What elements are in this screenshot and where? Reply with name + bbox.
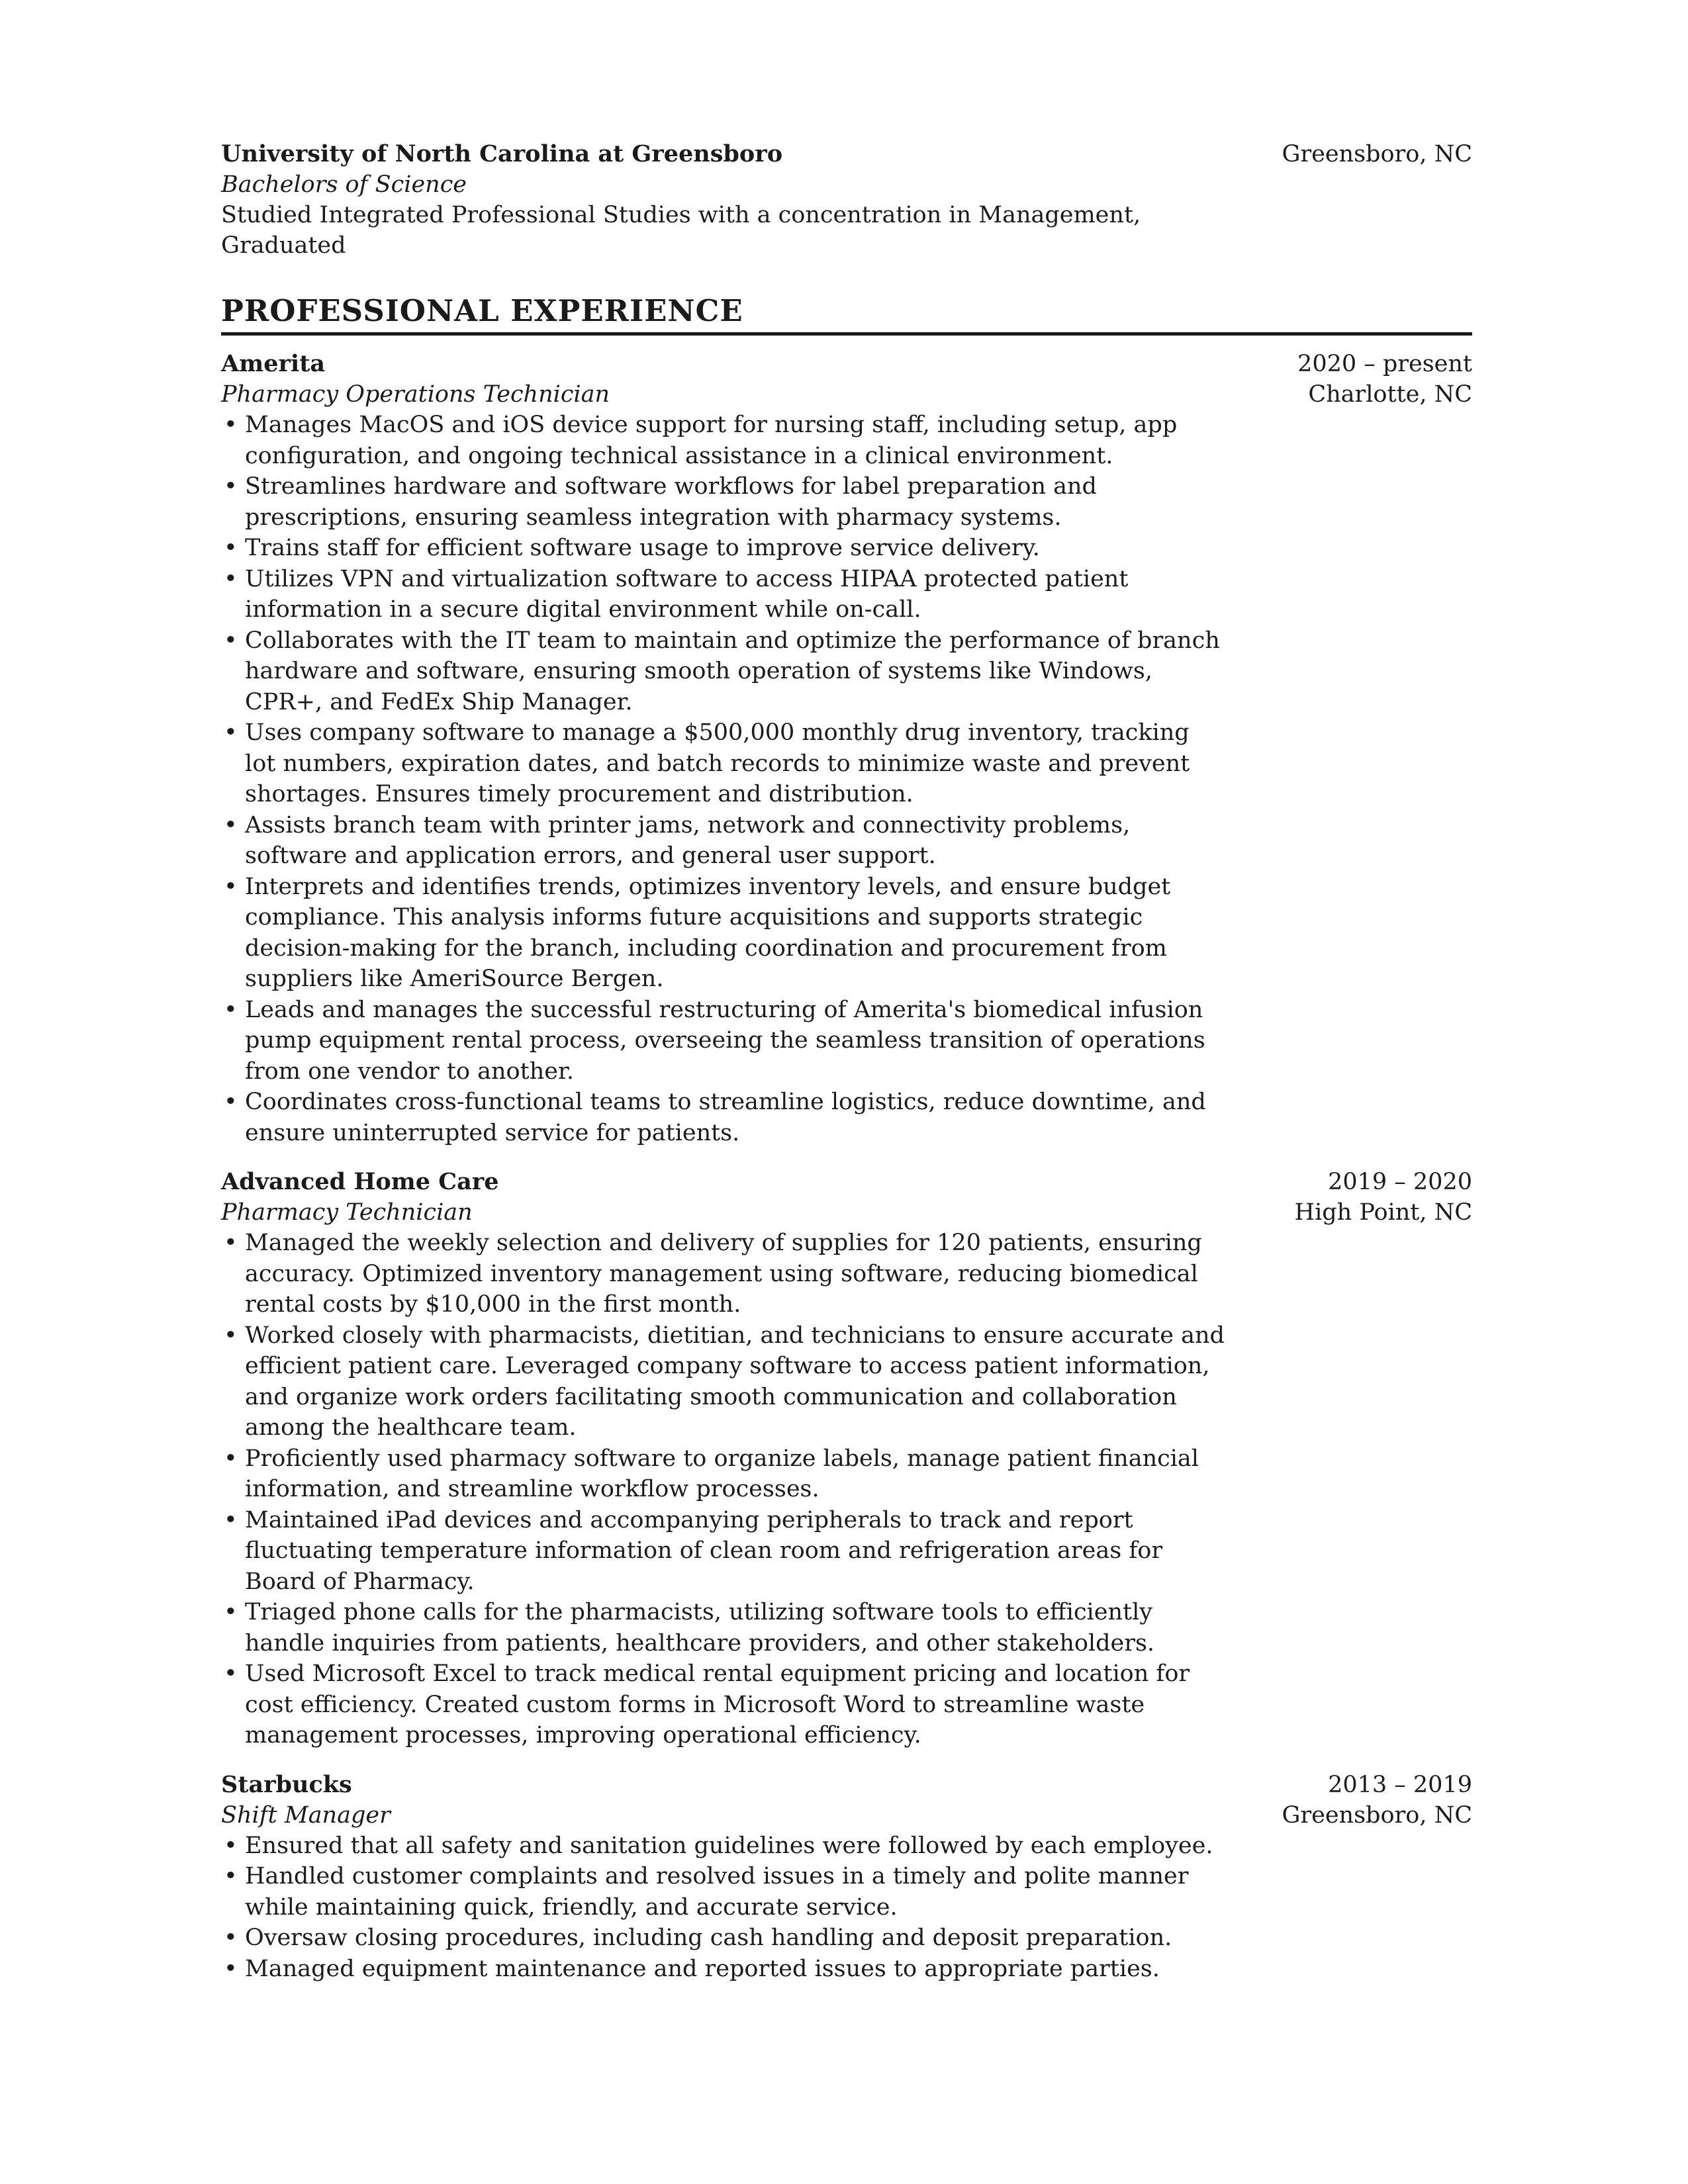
job-meta [1297,349,1472,410]
bullet-item: • Uses company software to manage a $500,000 monthly drug inventory, tracking lot numbers, expiration dates, and batch records to minimize waste and prevent shortages. Ensures timely procurement and distribution. [221,717,1227,810]
job-entry [221,349,1472,1148]
bullet-item: • Coordinates cross-functional teams to streamline logistics, reduce downtime, and ensure uninterrupted service for patients. [221,1087,1227,1148]
school-name: University of North Carolina at Greensboro [221,140,783,167]
bullet-item: • Triaged phone calls for the pharmacists, utilizing software tools to efficiently handle inquiries from patients, healthcare providers, and other stakeholders. [221,1597,1227,1659]
resume-page [221,139,1472,1984]
job-dates: 2013 – 2019 [1328,1771,1472,1798]
section-title-professional-experience: PROFESSIONAL EXPERIENCE [221,293,1472,336]
company-name: Starbucks [221,1770,352,1798]
bullet-item: • Managed equipment maintenance and reported issues to appropriate parties. [221,1954,1227,1985]
job-meta [1295,1167,1472,1228]
job-details [221,1770,1227,1985]
bullet-item: • Managed the weekly selection and delivery of supplies for 120 patients, ensuring accuracy. Optimized inventory management using software, reducing biomedical rental costs by $10,000 in the first month. [221,1228,1227,1320]
bullet-item: • Assists branch team with printer jams, network and connectivity problems, software and application errors, and general user support. [221,810,1227,872]
bullet-item: • Leads and manages the successful restructuring of Amerita's biomedical infusion pump equipment rental process, overseeing the seamless transition of operations from one vendor to another. [221,995,1227,1087]
bullet-item: • Manages MacOS and iOS device support for nursing staff, including setup, app configuration, and ongoing technical assistance in a clinical environment. [221,410,1227,471]
job-location: Charlotte, NC [1308,381,1472,408]
job-location: Greensboro, NC [1282,1801,1472,1829]
bullet-item: • Oversaw closing procedures, including cash handling and deposit preparation. [221,1923,1227,1954]
job-details [221,1167,1227,1751]
education-details [221,139,1227,261]
job-title: Pharmacy Technician [221,1199,473,1226]
job-meta [1282,1770,1472,1831]
bullet-item: • Used Microsoft Excel to track medical rental equipment pricing and location for cost efficiency. Created custom forms in Microsoft Word to streamline waste management processes, improving operational efficiency. [221,1659,1227,1751]
company-name: Advanced Home Care [221,1168,499,1195]
bullet-item: • Ensured that all safety and sanitation guidelines were followed by each employee. [221,1831,1227,1862]
bullet-item: • Collaborates with the IT team to maintain and optimize the performance of branch hardware and software, ensuring smooth operation of systems like Windows, CPR+, and FedEx Ship Manager. [221,625,1227,718]
bullet-item: • Worked closely with pharmacists, dietitian, and technicians to ensure accurate and efficient patient care. Leveraged company software to access patient information, and organize work orders facilitating smooth communication and collaboration among the healthcare team. [221,1320,1227,1443]
job-bullets [221,1228,1227,1751]
job-details [221,349,1227,1148]
bullet-item: • Streamlines hardware and software workflows for label preparation and prescriptions, ensuring seamless integration with pharmacy systems. [221,471,1227,533]
bullet-item: • Interprets and identifies trends, optimizes inventory levels, and ensure budget compliance. This analysis informs future acquisitions and supports strategic decision-making for the branch, including coordination and procurement from suppliers like AmeriSource Bergen. [221,872,1227,995]
bullet-item: • Maintained iPad devices and accompanying peripherals to track and report fluctuating temperature information of clean room and refrigeration areas for Board of Pharmacy. [221,1505,1227,1598]
bullet-item: • Trains staff for efficient software usage to improve service delivery. [221,533,1227,564]
bullet-item: • Proficiently used pharmacy software to organize labels, manage patient financial information, and streamline workflow processes. [221,1443,1227,1505]
degree: Bachelors of Science [221,171,467,198]
job-dates: 2019 – 2020 [1328,1169,1472,1195]
education-entry [221,139,1472,261]
job-title: Shift Manager [221,1801,391,1829]
job-entry [221,1167,1472,1751]
education-description: Studied Integrated Professional Studies with a concentration in Management, Graduated [221,202,1141,259]
bullet-item: • Utilizes VPN and virtualization software to access HIPAA protected patient information in a secure digital environment while on-call. [221,564,1227,625]
job-dates: 2020 – present [1297,351,1472,377]
job-bullets [221,410,1227,1148]
job-location: High Point, NC [1294,1199,1472,1226]
bullet-item: • Handled customer complaints and resolved issues in a timely and polite manner while maintaining quick, friendly, and accurate service. [221,1861,1227,1923]
company-name: Amerita [221,350,326,377]
job-title: Pharmacy Operations Technician [221,381,610,408]
job-bullets [221,1831,1227,1985]
education-location: Greensboro, NC [1282,141,1472,167]
job-entry [221,1770,1472,1985]
